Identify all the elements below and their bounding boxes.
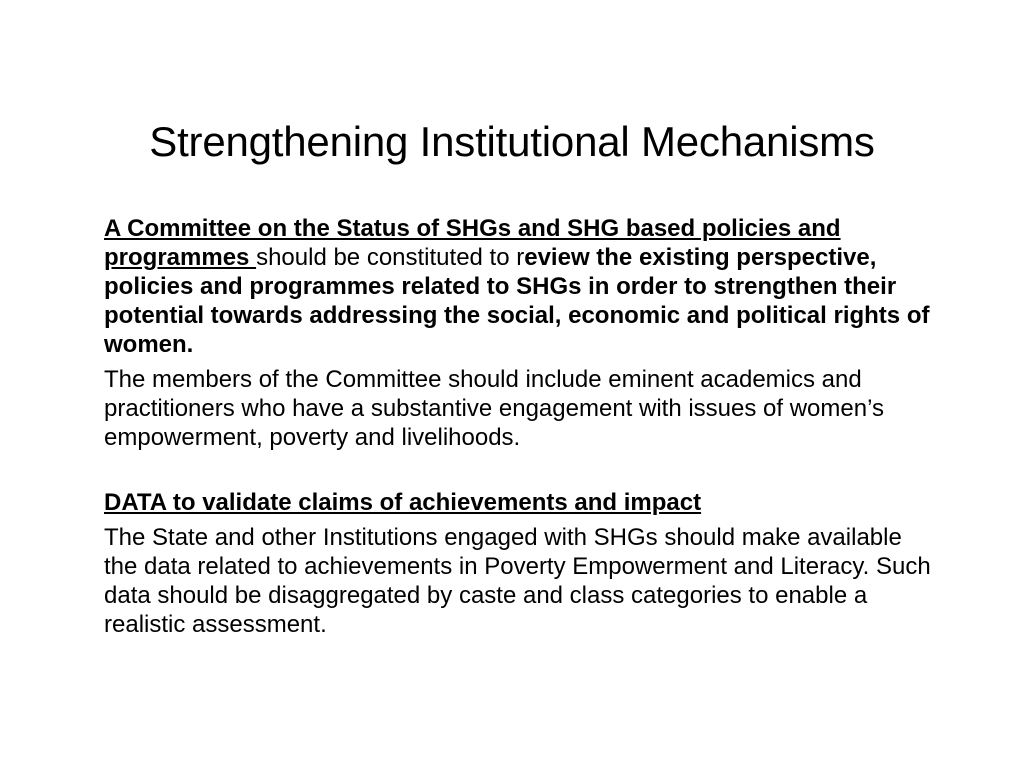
data-heading-text: DATA to validate claims of achievements and impact	[104, 489, 702, 516]
data-section-heading	[104, 488, 940, 517]
committee-paragraph	[104, 214, 940, 359]
committee-heading: A Committee on the Status of SHGs and SHG based policies and programmes	[104, 215, 841, 271]
members-paragraph: The members of the Committee should include eminent academics and practitioners who have a substantive engagement with issues of women’s empowerment, poverty and livelihoods.	[104, 366, 884, 451]
committee-mid-text: should be constituted to r	[256, 244, 525, 271]
slide-body	[104, 214, 940, 645]
data-paragraph: The State and other Institutions engaged with SHGs should make available the data related to achievements in Poverty Empowerment and Literacy. Such data should be disaggregated by caste and class categories to enable a realistic assessment.	[104, 524, 931, 638]
committee-bold-text: eview the existing perspective, policies and programmes related to SHGs in order to strengthen their potential towards addressing the social, economic and political rights of women.	[104, 244, 930, 358]
slide-title: Strengthening Institutional Mechanisms	[149, 118, 875, 165]
